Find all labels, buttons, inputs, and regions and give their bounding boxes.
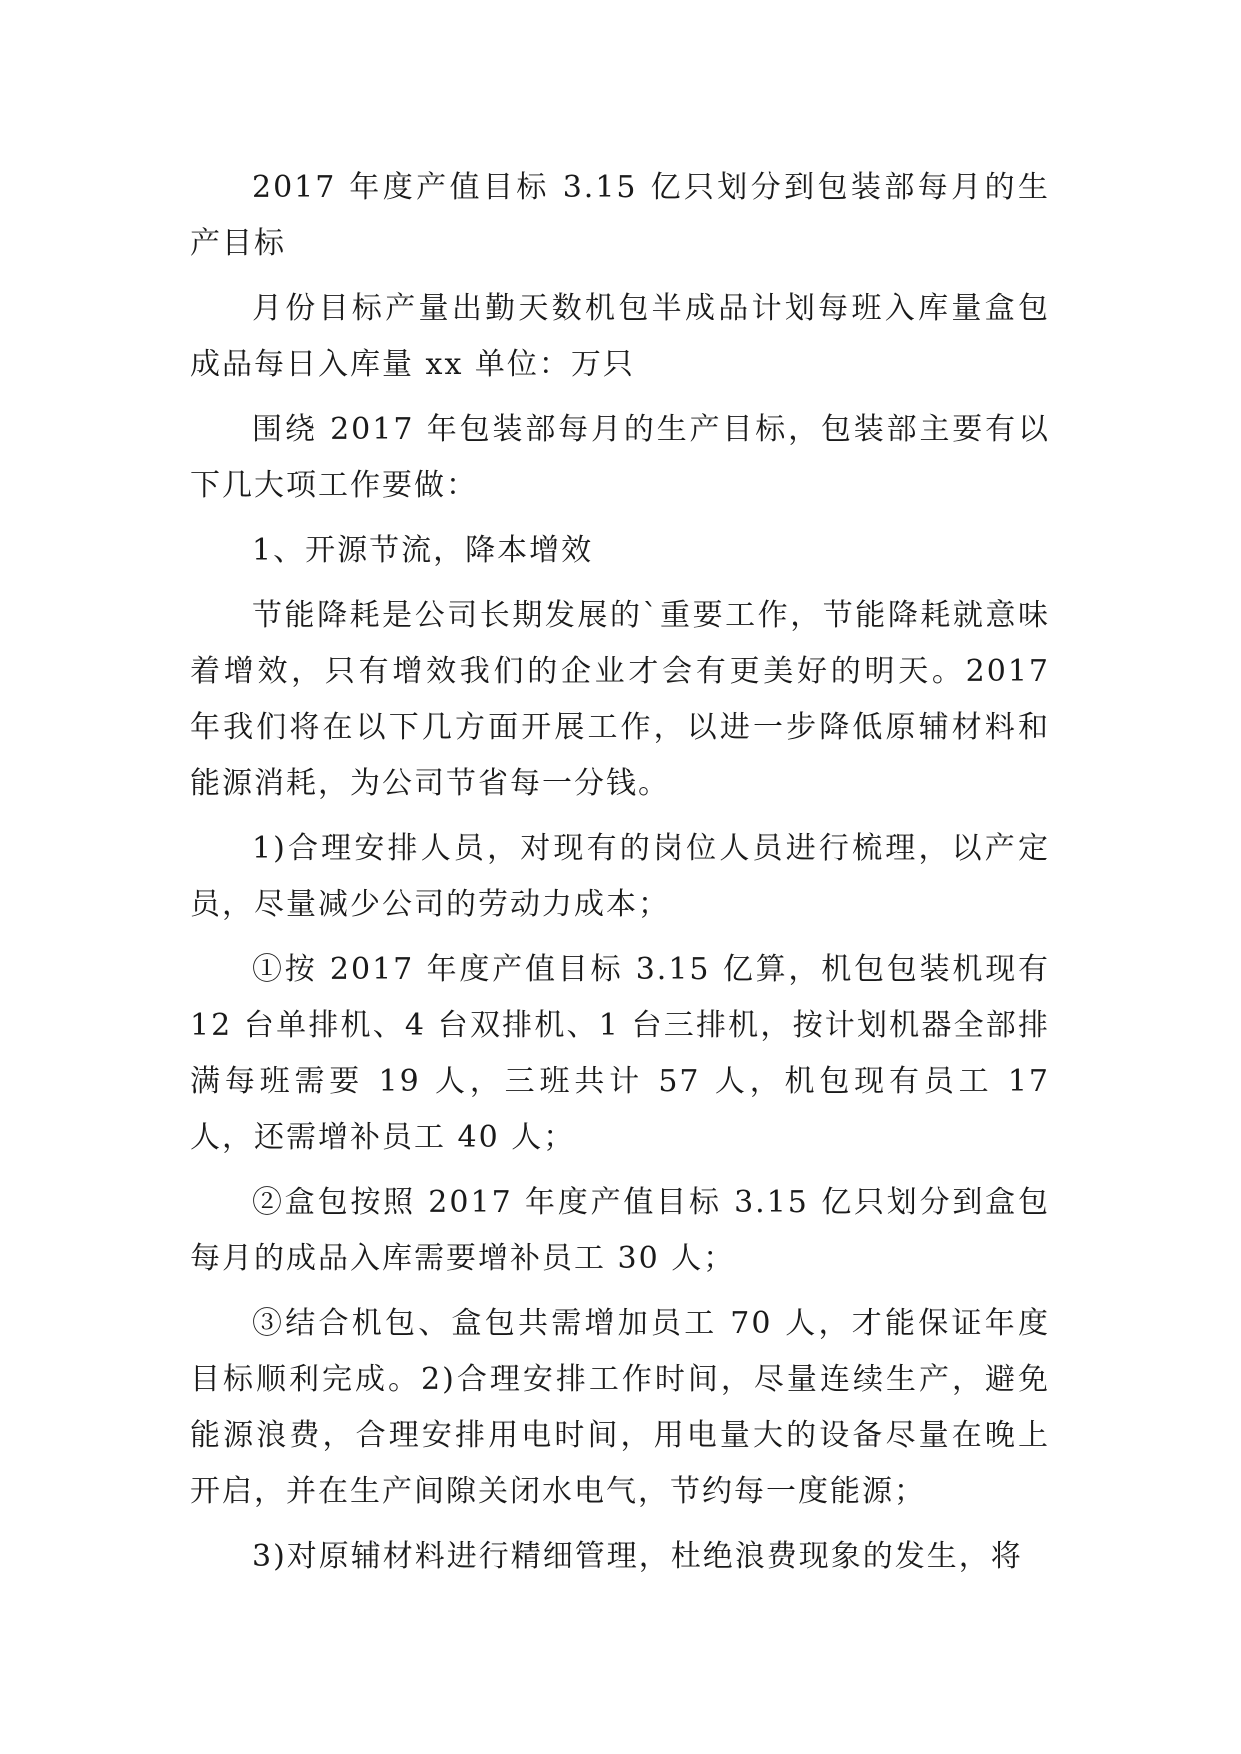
- paragraph-energy-saving: 节能降耗是公司长期发展的`重要工作，节能降耗就意味着增效，只有增效我们的企业才会有更美好的明天。2017 年我们将在以下几方面开展工作，以进一步降低原辅材料和能源消耗，为公司节省每一分钱。: [190, 598, 1050, 801]
- section-heading-cost-reduction: 1、开源节流，降本增效: [252, 533, 594, 568]
- list-item-staffing: 1)合理安排人员，对现有的岗位人员进行梳理，以产定员，尽量减少公司的劳动力成本；: [190, 831, 1050, 922]
- list-item-material-management: 3)对原辅材料进行精细管理，杜绝浪费现象的发生，将: [252, 1539, 1023, 1574]
- list-item-machine-packing-staff: ①按 2017 年度产值目标 3.15 亿算，机包包装机现有 12 台单排机、4 台双排机、1 台三排机，按计划机器全部排满每班需要 19 人，三班共计 57 人，机包现有员工 17 人，还需增补员工 40 人；: [190, 952, 1050, 1155]
- paragraph-production-target-title: 2017 年度产值目标 3.15 亿只划分到包装部每月的生产目标: [190, 170, 1050, 261]
- list-item-total-staff-and-schedule: ③结合机包、盒包共需增加员工 70 人，才能保证年度目标顺利完成。2)合理安排工作时间，尽量连续生产，避免能源浪费，合理安排用电时间，用电量大的设备尽量在晚上开启，并在生产间隙关闭水电气，节约每一度能源；: [190, 1306, 1050, 1509]
- paragraph-work-intro: 围绕 2017 年包装部每月的生产目标，包装部主要有以下几大项工作要做：: [190, 412, 1050, 503]
- paragraph-table-header-description: 月份目标产量出勤天数机包半成品计划每班入库量盒包成品每日入库量 xx 单位：万只: [190, 291, 1050, 382]
- list-item-box-packing-staff: ②盒包按照 2017 年度产值目标 3.15 亿只划分到盒包每月的成品入库需要增补员工 30 人；: [190, 1185, 1050, 1276]
- document-body: [190, 160, 1050, 1594]
